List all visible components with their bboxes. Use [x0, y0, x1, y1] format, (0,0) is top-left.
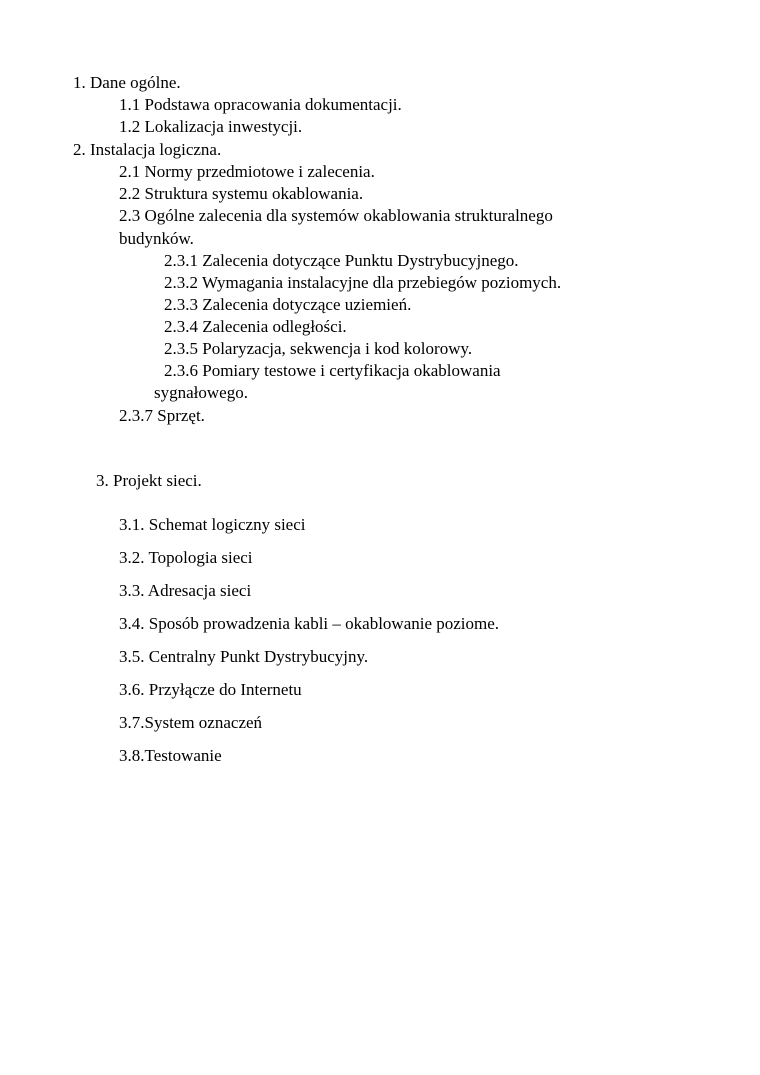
toc-item-3-3: 3.3. Adresacja sieci — [119, 581, 252, 600]
toc-item-3-4: 3.4. Sposób prowadzenia kabli – okablowanie poziome. — [119, 614, 500, 633]
toc-item-3-5: 3.5. Centralny Punkt Dystrybucyjny. — [119, 647, 369, 666]
toc-item-3-1: 3.1. Schemat logiczny sieci — [119, 515, 306, 534]
toc-item-2-3-6-line1: 2.3.6 Pomiary testowe i certyfikacja okablowania — [164, 361, 501, 380]
toc-item-2-3-7: 2.3.7 Sprzęt. — [119, 406, 205, 425]
toc-item-2-3-line2: budynków. — [119, 229, 194, 248]
toc-item-3-2: 3.2. Topologia sieci — [119, 548, 253, 567]
toc-item-2-3-4: 2.3.4 Zalecenia odległości. — [164, 317, 347, 336]
toc-item-3-6: 3.6. Przyłącze do Internetu — [119, 680, 302, 699]
toc-item-2-3-5: 2.3.5 Polaryzacja, sekwencja i kod kolorowy. — [164, 339, 473, 358]
toc-item-2-1: 2.1 Normy przedmiotowe i zalecenia. — [119, 162, 375, 181]
toc-item-1-2: 1.2 Lokalizacja inwestycji. — [119, 117, 303, 136]
toc-item-2-3-line1: 2.3 Ogólne zalecenia dla systemów okablowania strukturalnego — [119, 206, 553, 225]
toc-item-2-3-1: 2.3.1 Zalecenia dotyczące Punktu Dystrybucyjnego. — [164, 251, 519, 270]
toc-item-2-3-3: 2.3.3 Zalecenia dotyczące uziemień. — [164, 295, 412, 314]
toc-item-2-2: 2.2 Struktura systemu okablowania. — [119, 184, 364, 203]
toc-item-3-7: 3.7.System oznaczeń — [119, 713, 263, 732]
toc-item-1-1: 1.1 Podstawa opracowania dokumentacji. — [119, 95, 402, 114]
toc-item-2-3-2: 2.3.2 Wymagania instalacyjne dla przebiegów poziomych. — [164, 273, 562, 292]
toc-section-2-title: 2. Instalacja logiczna. — [73, 140, 222, 159]
toc-item-3-8: 3.8.Testowanie — [119, 746, 222, 765]
toc-section-1-title: 1. Dane ogólne. — [73, 73, 181, 92]
toc-section-3-title: 3. Projekt sieci. — [96, 471, 202, 490]
toc-item-2-3-6-line2: sygnałowego. — [154, 383, 248, 402]
